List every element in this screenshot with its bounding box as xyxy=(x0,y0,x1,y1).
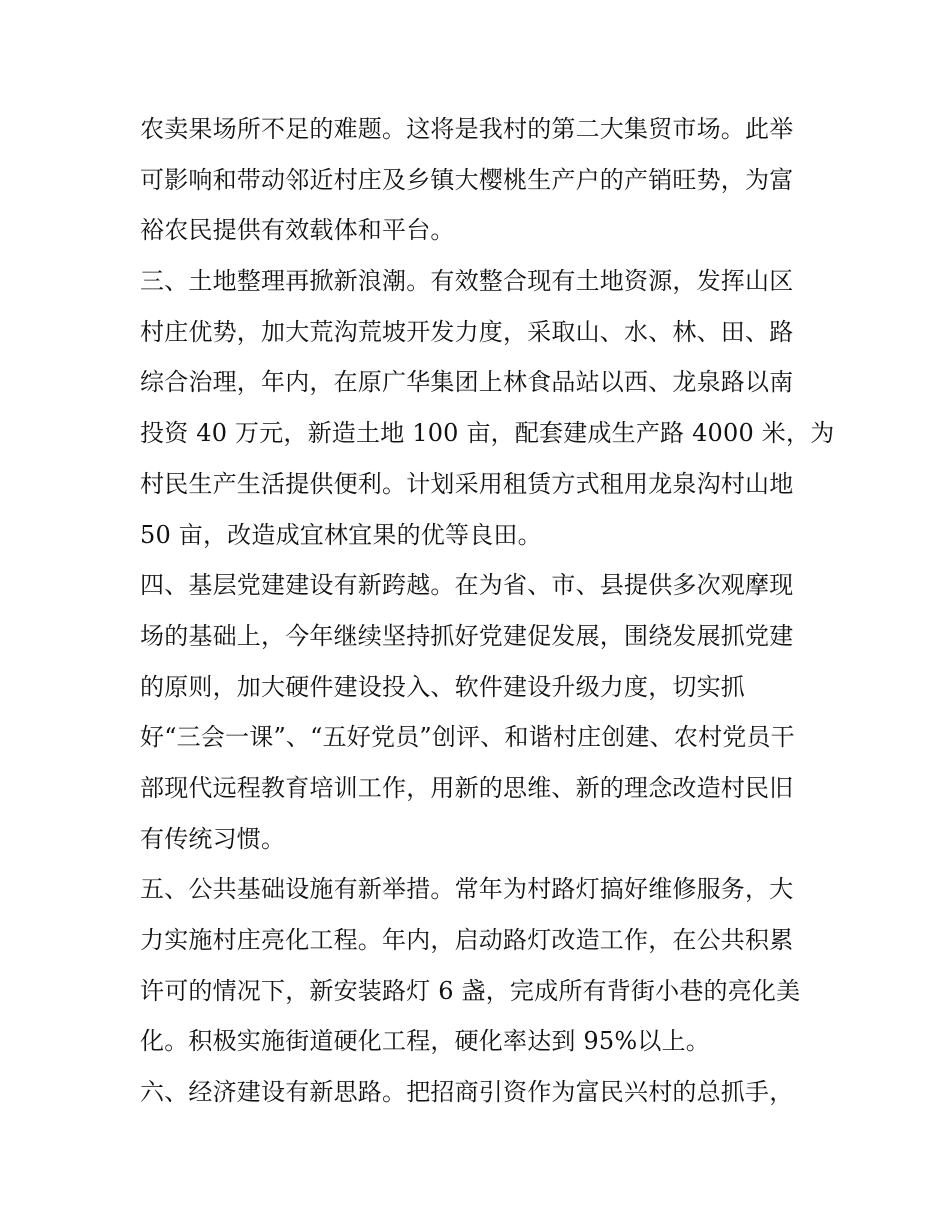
text-line: 场的基础上，今年继续坚持抓好党建促发展，围绕发展抓党建 xyxy=(140,621,794,650)
text-line: 可影响和带动邻近村庄及乡镇大樱桃生产户的产销旺势，为富 xyxy=(140,165,794,194)
text-line: 农卖果场所不足的难题。这将是我村的第二大集贸市场。此举 xyxy=(140,115,794,143)
text-line: 有传统习惯。 xyxy=(140,824,286,853)
text-line: 许可的情况下，新安装路灯 6 盏，完成所有背街小巷的亮化美 xyxy=(140,976,801,1005)
text-line: 好“三会一课”、“五好党员”创评、和谐村庄创建、农村党员干 xyxy=(140,723,795,752)
text-line: 投资 40 万元，新造土地 100 亩，配套建成生产路 4000 米，为 xyxy=(140,419,835,448)
text-line: 裕农民提供有效载体和平台。 xyxy=(140,216,455,245)
section-six-heading-line: 六、经济建设有新思路。把招商引资作为富民兴村的总抓手， xyxy=(140,1078,794,1107)
text-line: 化。积极实施街道硬化工程，硬化率达到 95%以上。 xyxy=(140,1027,710,1056)
section-five-heading-line: 五、公共基础设施有新举措。常年为村路灯搞好维修服务，大 xyxy=(140,875,794,904)
text-line: 村民生产生活提供便利。计划采用租赁方式租用龙泉沟村山地 xyxy=(140,469,794,498)
section-three-heading-line: 三、土地整理再掀新浪潮。有效整合现有土地资源，发挥山区 xyxy=(140,267,794,296)
text-line: 综合治理，年内，在原广华集团上林食品站以西、龙泉路以南 xyxy=(140,368,794,397)
text-line: 部现代远程教育培训工作，用新的思维、新的理念改造村民旧 xyxy=(140,773,794,802)
text-line: 村庄优势，加大荒沟荒坡开发力度，采取山、水、林、田、路 xyxy=(140,317,794,346)
text-line: 50 亩，改造成宜林宜果的优等良田。 xyxy=(140,520,542,549)
section-four-heading-line: 四、基层党建建设有新跨越。在为省、市、县提供多次观摩现 xyxy=(140,571,794,600)
text-line: 力实施村庄亮化工程。年内，启动路灯改造工作，在公共积累 xyxy=(140,926,794,954)
text-line: 的原则，加大硬件建设投入、软件建设升级力度，切实抓 xyxy=(140,672,745,701)
document-body xyxy=(140,104,835,1118)
